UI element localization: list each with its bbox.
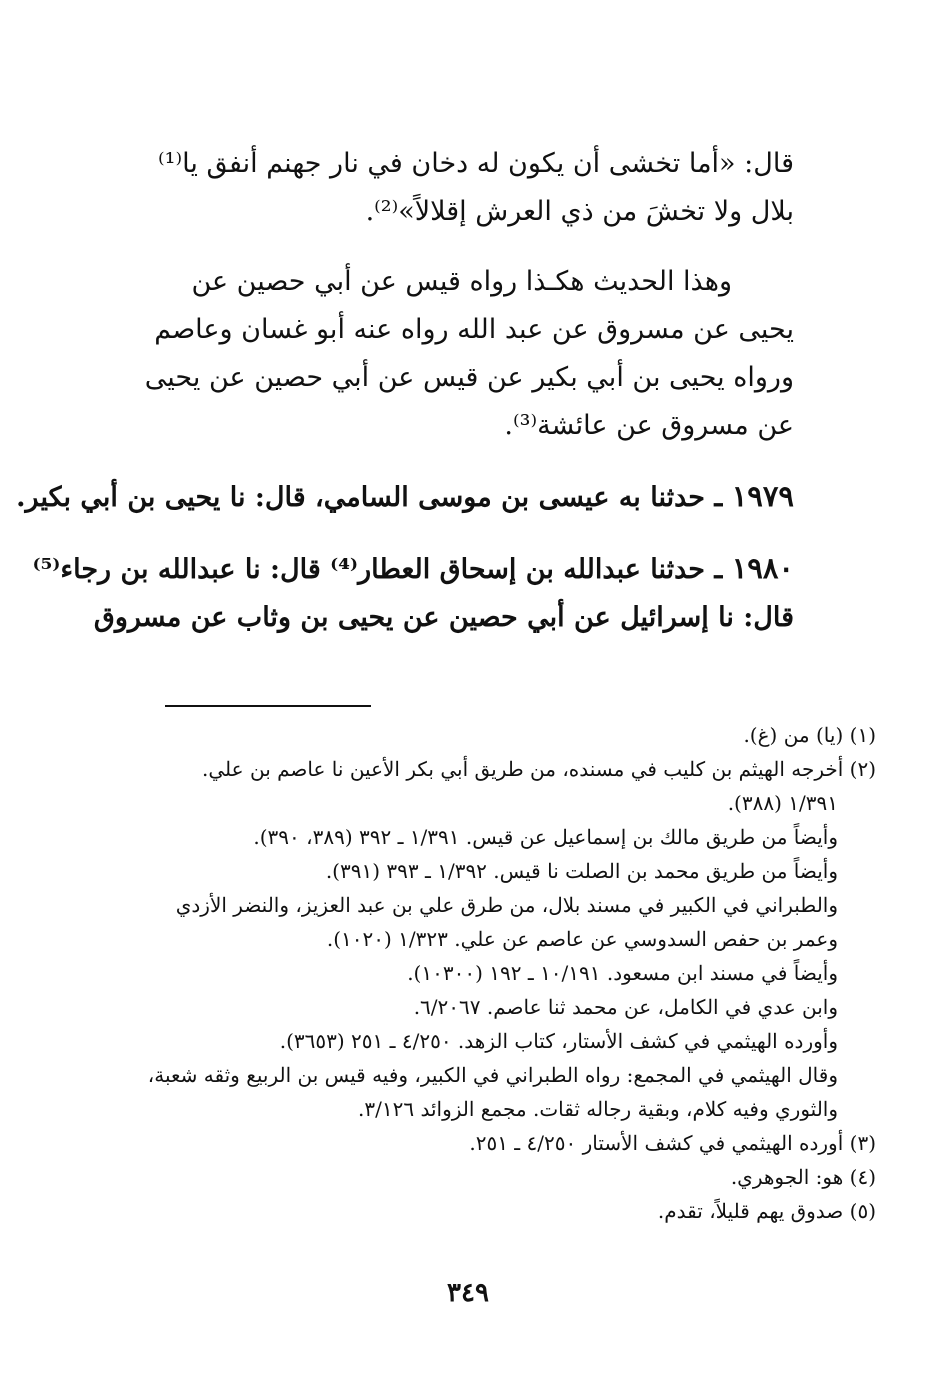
footnote-line: وابن عدي في الكامل، عن محمد ثنا عاصم. ٦/٢٠٦٧.: [413, 995, 838, 1019]
hadith-1980: [32, 544, 794, 642]
hadith-number: ١٩٨٠: [731, 551, 794, 585]
text-line: عن مسروق عن عائشة⁽³⁾.: [504, 410, 794, 441]
page-number: ٣٤٩: [447, 1278, 489, 1308]
footnote-line: (٣) أورده الهيثمي في كشف الأستار ٤/٢٥٠ ـ ٢٥١.: [469, 1131, 876, 1155]
footnote-line: (٤) هو: الجوهري.: [730, 1165, 876, 1189]
hadith-number: ١٩٧٩: [731, 479, 794, 513]
footnote-separator: [165, 705, 371, 707]
text-line: يحيى عن مسروق عن عبد الله رواه عنه أبو غسان وعاصم: [154, 314, 794, 345]
text-line: بلال ولا تخشَ من ذي العرش إقلالاً»⁽²⁾.: [365, 196, 794, 227]
footnote-line: وعمر بن حفص السدوسي عن عاصم عن علي. ١/٣٢٣ (١٠٢٠).: [326, 927, 838, 951]
footnote-line: (٥) صدوق يهم قليلاً، تقدم.: [657, 1199, 876, 1223]
footnote-line: وأيضاً من طريق مالك بن إسماعيل عن قيس. ١/٣٩١ ـ ٣٩٢ (٣٨٩، ٣٩٠).: [253, 825, 838, 849]
text-line: قال: «أما تخشى أن يكون له دخان في نار جهنم أنفق يا⁽¹⁾: [158, 148, 794, 179]
footnote-line: وأيضاً من طريق محمد بن الصلت نا قيس. ١/٣٩٢ ـ ٣٩٣ (٣٩١).: [325, 859, 838, 883]
hadith-text: ـ حدثنا به عيسى بن موسى السامي، قال: نا يحيى بن أبي بكير.: [16, 482, 732, 513]
text-line: قال: نا إسرائيل عن أبي حصين عن يحيى بن وثاب عن مسروق: [93, 602, 794, 633]
paragraph-commentary: [134, 258, 794, 450]
footnote-line: والطبراني في الكبير في مسند بلال، من طرق علي بن عبد العزيز، والنضر الأزدي: [175, 893, 838, 917]
text-line: وهذا الحديث هكـذا رواه قيس عن أبي حصين عن: [191, 266, 732, 297]
text-line: ورواه يحيى بن أبي بكير عن قيس عن أبي حصين عن يحيى: [144, 362, 794, 393]
footnote-line: (٢) أخرجه الهيثم بن كليب في مسنده، من طريق أبي بكر الأعين نا عاصم بن علي.: [202, 757, 876, 781]
footnote-line: (١) (يا) من (غ).: [743, 723, 876, 747]
text-line: [16, 472, 794, 522]
footnote-line: وأيضاً في مسند ابن مسعود. ١٠/١٩١ ـ ١٩٢ (١٠٣٠٠).: [407, 961, 838, 985]
main-text: [16, 140, 794, 664]
footnote-line: والثوري وفيه كلام، وبقية رجاله ثقات. مجمع الزوائد ٣/١٢٦.: [358, 1097, 838, 1121]
footnote-line: ١/٣٩١ (٣٨٨).: [727, 791, 838, 815]
paragraph-hadith-quote: [134, 140, 794, 236]
hadith-1979: [16, 472, 794, 522]
footnote-line: وأورده الهيثمي في كشف الأستار، كتاب الزهد. ٤/٢٥٠ ـ ٢٥١ (٣٦٥٣).: [279, 1029, 838, 1053]
footnote-line: وقال الهيثمي في المجمع: رواه الطبراني في الكبير، وفيه قيس بن الربيع وثقه شعبة،: [147, 1063, 838, 1087]
footnotes: [96, 718, 876, 1228]
hadith-text: ـ حدثنا عبدالله بن إسحاق العطار⁽⁴⁾ قال: نا عبدالله بن رجاء⁽⁵⁾: [32, 554, 732, 585]
text-line: [32, 544, 794, 594]
